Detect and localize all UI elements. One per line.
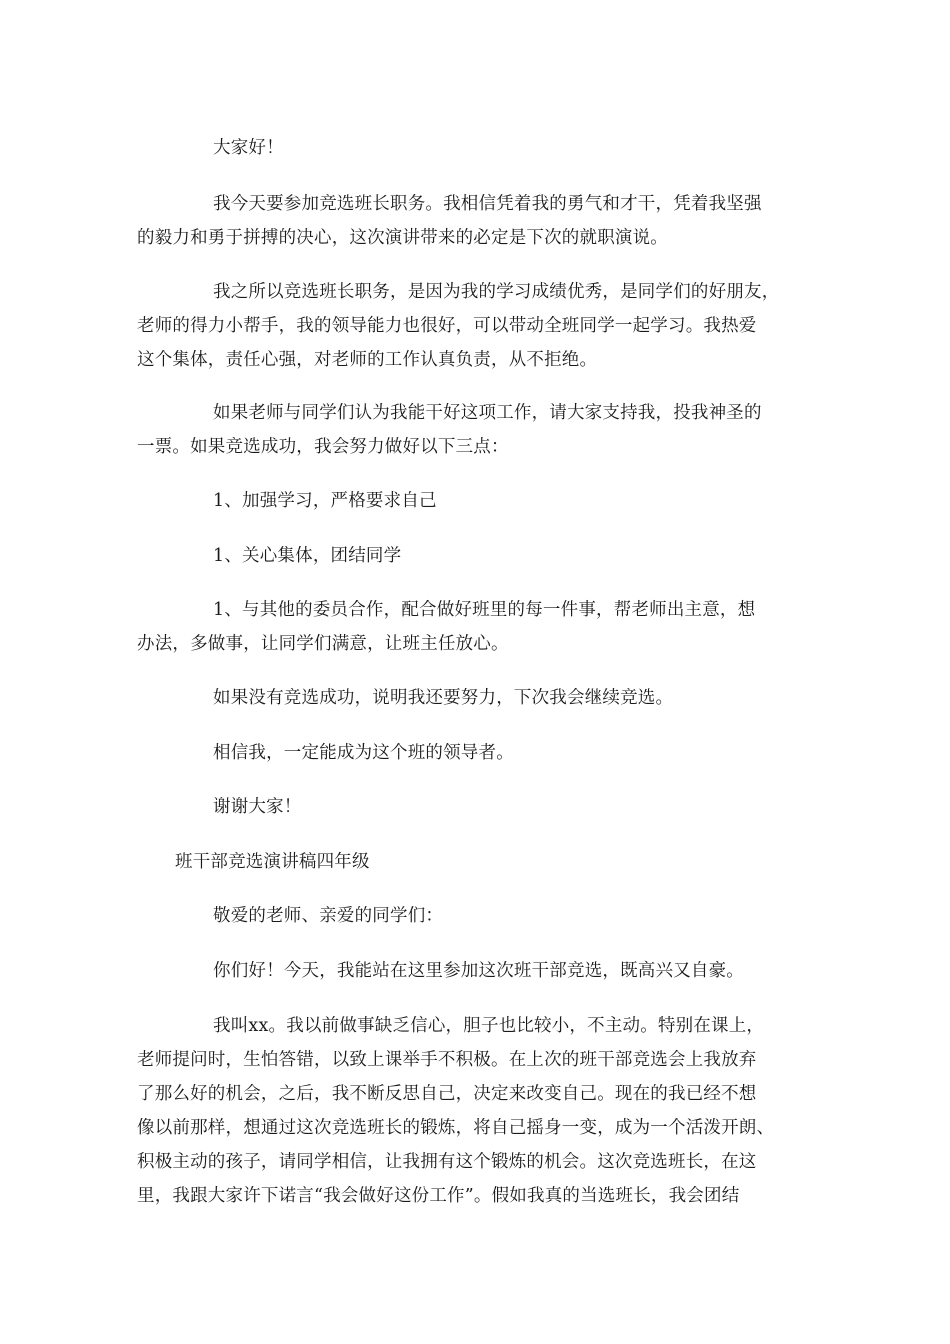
paragraph-line: 积极主动的孩子，请同学相信，让我拥有这个锻炼的机会。这次竞选班长，在这: [137, 1152, 757, 1172]
paragraph-line: 你们好！今天，我能站在这里参加这次班干部竞选，既高兴又自豪。: [213, 961, 744, 981]
list-item: 1、与其他的委员合作，配合做好班里的每一件事，帮老师出主意，想: [213, 600, 756, 620]
salutation: 敬爱的老师、亲爱的同学们：: [213, 906, 444, 926]
paragraph-line: 老师的得力小帮手，我的领导能力也很好，可以带动全班同学一起学习。我热爱: [137, 316, 757, 336]
list-item: 1、关心集体，团结同学: [213, 546, 402, 566]
closing-thanks: 谢谢大家！: [213, 797, 302, 817]
paragraph-line: 我叫xx。我以前做事缺乏信心，胆子也比较小，不主动。特别在课上，: [213, 1016, 765, 1036]
list-item-continuation: 办法，多做事，让同学们满意，让班主任放心。: [137, 634, 509, 654]
paragraph-line: 这个集体，责任心强，对老师的工作认真负责，从不拒绝。: [137, 350, 598, 370]
paragraph-line: 如果没有竞选成功，说明我还要努力，下次我会继续竞选。: [213, 688, 674, 708]
paragraph-line: 里，我跟大家许下诺言“我会做好这份工作”。假如我真的当选班长，我会团结: [137, 1186, 740, 1206]
paragraph-line: 如果老师与同学们认为我能干好这项工作，请大家支持我，投我神圣的: [213, 403, 762, 423]
paragraph-line: 相信我，一定能成为这个班的领导者。: [213, 743, 514, 763]
section-heading: 班干部竞选演讲稿四年级: [175, 852, 370, 872]
list-item: 1、加强学习，严格要求自己: [213, 491, 437, 511]
paragraph-line: 我之所以竞选班长职务，是因为我的学习成绩优秀，是同学们的好朋友，: [213, 282, 780, 302]
paragraph-line: 老师提问时，生怕答错，以致上课举手不积极。在上次的班干部竞选会上我放弃: [137, 1050, 757, 1070]
greeting: 大家好！: [213, 138, 284, 158]
paragraph-line: 了那么好的机会，之后，我不断反思自己，决定来改变自己。现在的我已经不想: [137, 1084, 757, 1104]
paragraph-line: 像以前那样，想通过这次竞选班长的锻炼，将自己摇身一变，成为一个活泼开朗、: [137, 1118, 775, 1138]
paragraph-line: 一票。如果竞选成功，我会努力做好以下三点：: [137, 437, 509, 457]
paragraph-line: 我今天要参加竞选班长职务。我相信凭着我的勇气和才干，凭着我坚强: [213, 194, 762, 214]
paragraph-line: 的毅力和勇于拼搏的决心，这次演讲带来的必定是下次的就职演说。: [137, 228, 668, 248]
